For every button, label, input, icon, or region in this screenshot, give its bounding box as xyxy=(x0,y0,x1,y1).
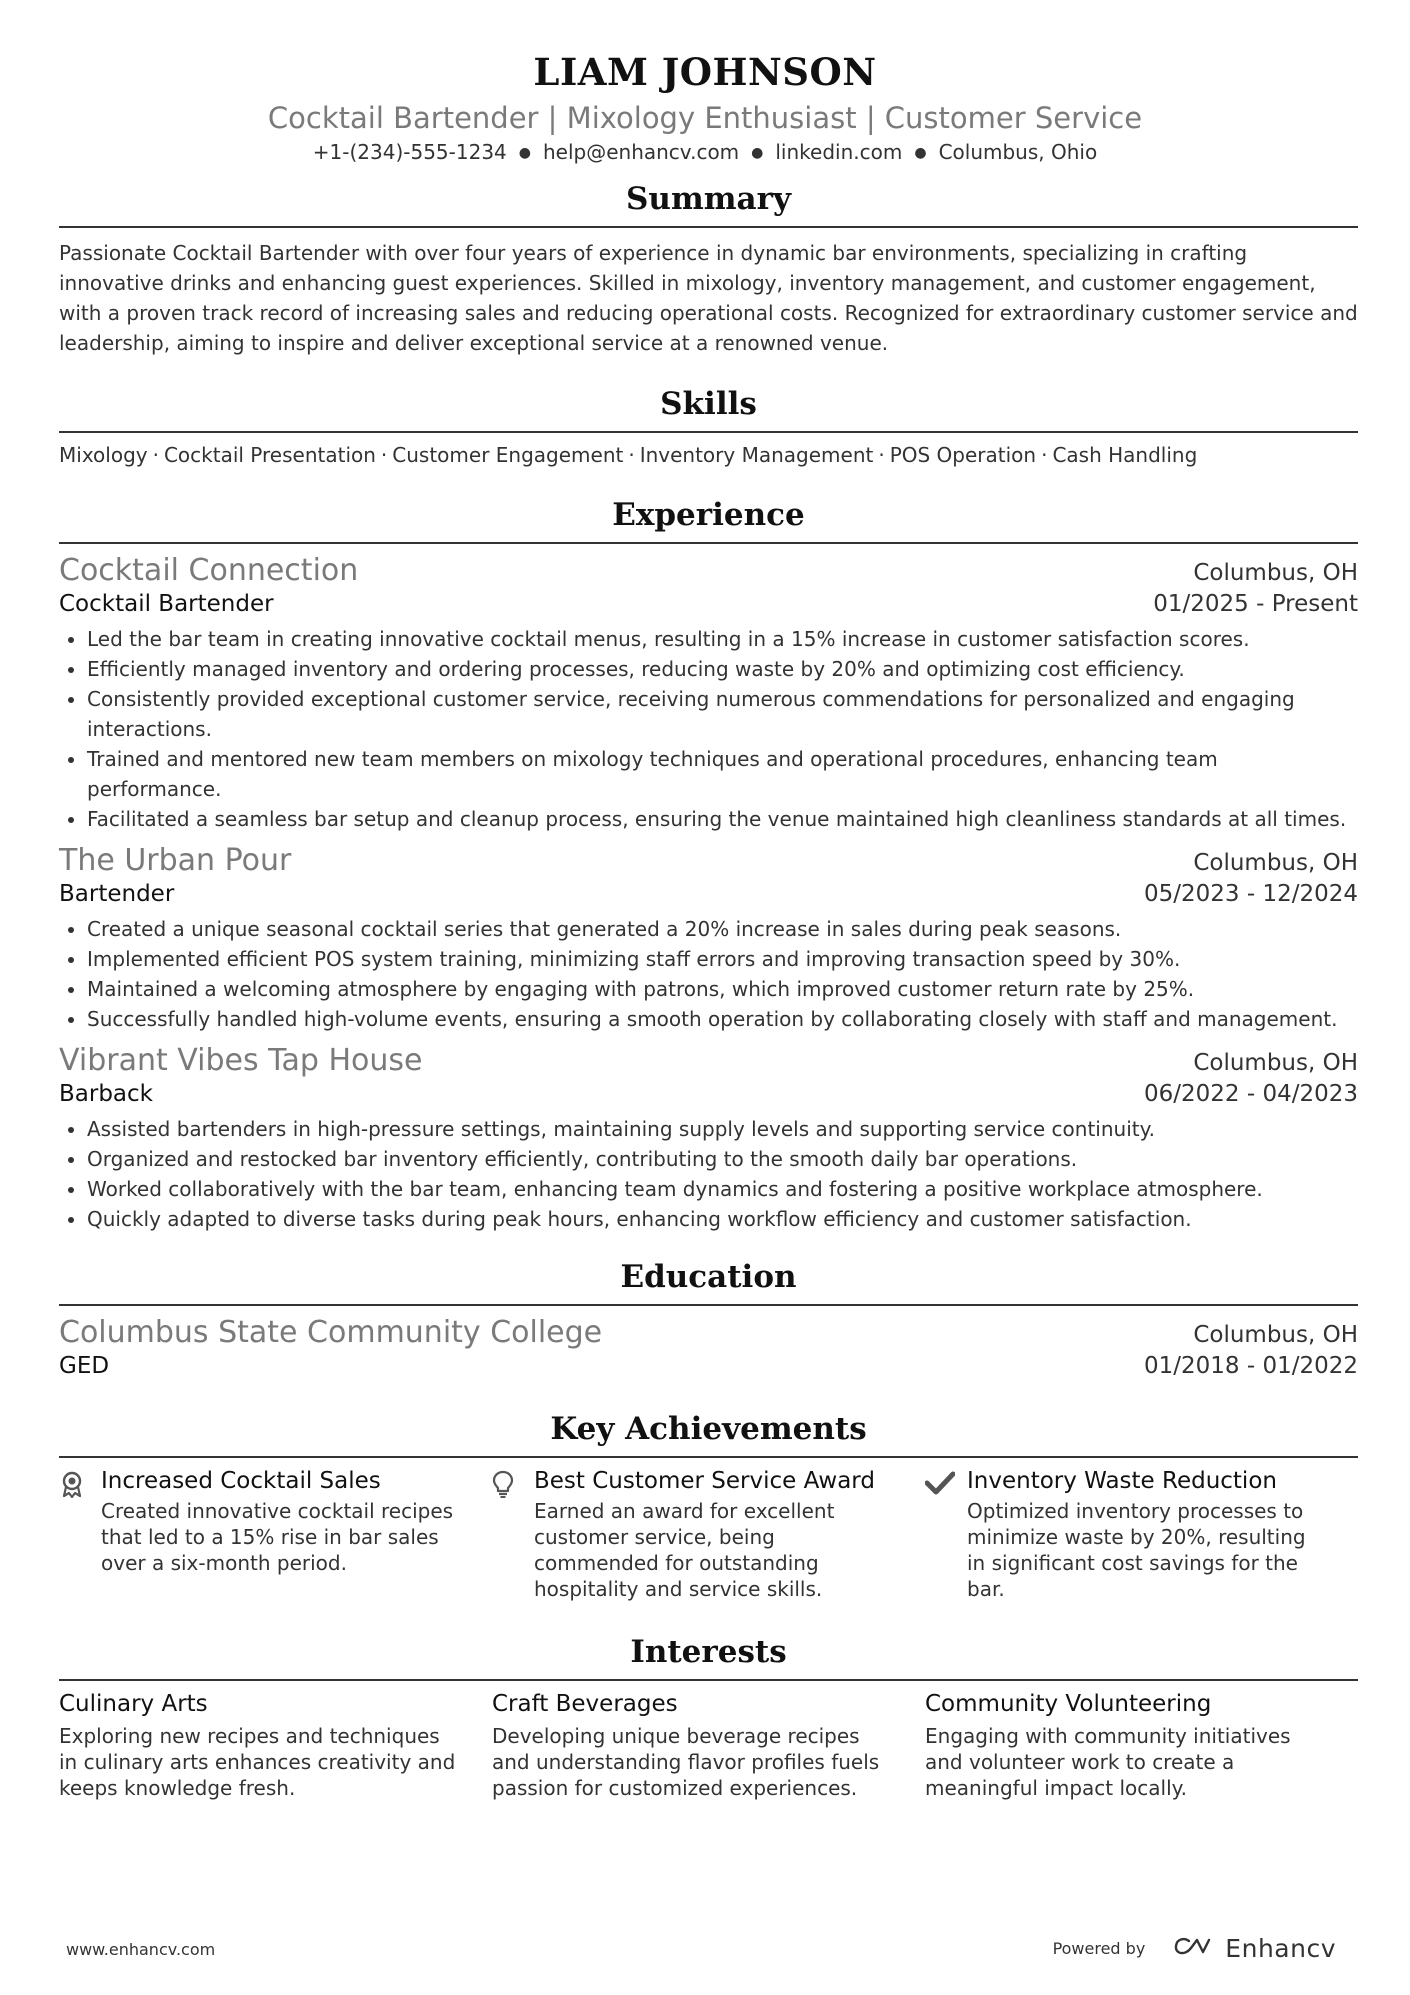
award-icon xyxy=(59,1466,101,1602)
job-location: Columbus, OH xyxy=(1193,1050,1358,1076)
skill-item: Mixology xyxy=(59,443,148,467)
experience-heading: Experience xyxy=(59,496,1358,544)
bullet-separator: ● xyxy=(914,145,927,161)
contact-location: Columbus, Ohio xyxy=(938,140,1098,164)
job-bullet: • Maintained a welcoming atmosphere by engaging with patrons, which improved customer return rate by 25%. xyxy=(87,974,1358,1004)
interest-item xyxy=(59,1689,492,1801)
interest-desc: Developing unique beverage recipes and understanding flavor profiles fuels passion for customized experiences. xyxy=(492,1724,880,1800)
footer-branding xyxy=(1053,1934,1336,1963)
powered-by-label: Powered by xyxy=(1052,1939,1146,1958)
brand-name: Enhancv xyxy=(1225,1934,1336,1963)
job-bullet: • Facilitated a seamless bar setup and cleanup process, ensuring the venue maintained high cleanliness standards at all times. xyxy=(87,804,1358,834)
interests-section xyxy=(59,1633,1358,1801)
achievement-item xyxy=(492,1466,925,1602)
experience-section xyxy=(59,496,1358,1234)
job-bullets xyxy=(59,1114,1358,1234)
skill-item: Cash Handling xyxy=(1052,443,1198,467)
education-section xyxy=(59,1258,1358,1382)
job-bullet: • Led the bar team in creating innovative cocktail menus, resulting in a 15% increase in customer satisfaction scores. xyxy=(87,624,1358,654)
enhancv-logo-icon xyxy=(1173,1936,1217,1962)
job-location: Columbus, OH xyxy=(1193,560,1358,586)
contact-email[interactable]: help@enhancv.com xyxy=(542,140,740,164)
job-bullet: • Organized and restocked bar inventory efficiently, contributing to the smooth daily bar operations. xyxy=(87,1144,1358,1174)
summary-text: Passionate Cocktail Bartender with over four years of experience in dynamic bar environments, specializing in crafting innovative drinks and enhancing guest experiences. Skilled in mixology, inventory management, and customer engagement, with a proven track record of increasing sales and reducing operational costs. Recognized for extraordinary customer service and leadership, aiming to inspire and deliver exceptional service at a renowned venue. xyxy=(59,241,1358,355)
school-name: Columbus State Community College xyxy=(59,1315,603,1350)
job-entry xyxy=(59,552,1358,834)
skill-item: Cocktail Presentation xyxy=(163,443,376,467)
job-bullet: • Consistently provided exceptional customer service, receiving numerous commendations for personalized and engaging interactions. xyxy=(87,684,1358,744)
job-bullet: • Quickly adapted to diverse tasks during peak hours, enhancing workflow efficiency and customer satisfaction. xyxy=(87,1204,1358,1234)
interest-title: Craft Beverages xyxy=(492,1691,678,1717)
resume-header xyxy=(0,0,1410,167)
bullet-separator: ● xyxy=(751,145,764,161)
interests-heading: Interests xyxy=(59,1633,1358,1681)
job-role: Cocktail Bartender xyxy=(59,591,274,617)
achievements-heading: Key Achievements xyxy=(59,1410,1358,1458)
interest-item xyxy=(925,1689,1358,1801)
job-bullet: • Trained and mentored new team members on mixology techniques and operational procedures, enhancing team performance. xyxy=(87,744,1358,804)
bullet-separator: ● xyxy=(518,145,531,161)
job-dates: 05/2023 - 12/2024 xyxy=(1143,881,1358,907)
skill-item: Inventory Management xyxy=(639,443,874,467)
skills-heading: Skills xyxy=(59,385,1358,433)
summary-heading: Summary xyxy=(59,180,1358,228)
job-bullet: • Assisted bartenders in high-pressure settings, maintaining supply levels and supporting service continuity. xyxy=(87,1114,1358,1144)
job-role: Barback xyxy=(59,1081,153,1107)
achievement-title: Inventory Waste Reduction xyxy=(967,1468,1277,1494)
job-bullet: • Created a unique seasonal cocktail series that generated a 20% increase in sales during peak seasons. xyxy=(87,914,1358,944)
lightbulb-icon xyxy=(492,1466,534,1602)
contact-linkedin[interactable]: linkedin.com xyxy=(775,140,903,164)
company-name: Vibrant Vibes Tap House xyxy=(59,1043,423,1078)
achievement-title: Increased Cocktail Sales xyxy=(101,1468,381,1494)
school-location: Columbus, OH xyxy=(1193,1322,1358,1348)
job-entry xyxy=(59,842,1358,1034)
company-name: Cocktail Connection xyxy=(59,553,359,588)
job-bullet: • Implemented efficient POS system training, minimizing staff errors and improving transaction speed by 30%. xyxy=(87,944,1358,974)
job-bullet: • Successfully handled high-volume events, ensuring a smooth operation by collaborating closely with staff and management. xyxy=(87,1004,1358,1034)
summary-section xyxy=(59,180,1358,358)
achievement-desc: Optimized inventory processes to minimize waste by 20%, resulting in significant cost savings for the bar. xyxy=(967,1499,1306,1601)
candidate-title: Cocktail Bartender | Mixology Enthusiast | Customer Service xyxy=(267,101,1143,135)
job-role: Bartender xyxy=(59,881,175,907)
degree: GED xyxy=(59,1353,110,1379)
job-bullet: • Efficiently managed inventory and ordering processes, reducing waste by 20% and optimizing cost efficiency. xyxy=(87,654,1358,684)
achievement-title: Best Customer Service Award xyxy=(534,1468,875,1494)
education-dates: 01/2018 - 01/2022 xyxy=(1143,1353,1358,1379)
job-location: Columbus, OH xyxy=(1193,850,1358,876)
interest-desc: Exploring new recipes and techniques in culinary arts enhances creativity and keeps knowledge fresh. xyxy=(59,1724,456,1800)
interest-title: Community Volunteering xyxy=(925,1691,1212,1717)
job-dates: 06/2022 - 04/2023 xyxy=(1143,1081,1358,1107)
job-dates: 01/2025 - Present xyxy=(1153,591,1358,617)
interest-item xyxy=(492,1689,925,1801)
job-bullets xyxy=(59,914,1358,1034)
skill-item: POS Operation xyxy=(889,443,1037,467)
candidate-name: LIAM JOHNSON xyxy=(533,50,877,94)
achievement-desc: Created innovative cocktail recipes that led to a 15% rise in bar sales over a six-month period. xyxy=(101,1499,454,1575)
checkmark-icon xyxy=(925,1466,967,1602)
job-entry xyxy=(59,1042,1358,1234)
contact-phone[interactable]: +1-(234)-555-1234 xyxy=(312,140,507,164)
interest-desc: Engaging with community initiatives and volunteer work to create a meaningful impact locally. xyxy=(925,1724,1291,1800)
skills-list: Mixology · Cocktail Presentation · Customer Engagement · Inventory Management · POS Operation · Cash Handling xyxy=(59,443,1198,467)
company-name: The Urban Pour xyxy=(59,843,292,878)
job-bullets xyxy=(59,624,1358,834)
achievement-item xyxy=(59,1466,492,1602)
achievements-section xyxy=(59,1410,1358,1602)
education-entry xyxy=(59,1314,1358,1382)
skill-item: Customer Engagement xyxy=(392,443,624,467)
job-bullet: • Worked collaboratively with the bar team, enhancing team dynamics and fostering a positive workplace atmosphere. xyxy=(87,1174,1358,1204)
skills-section xyxy=(59,385,1358,469)
footer-website[interactable]: www.enhancv.com xyxy=(66,1940,216,1959)
contact-line xyxy=(0,138,1410,167)
education-heading: Education xyxy=(59,1258,1358,1306)
achievement-desc: Earned an award for excellent customer service, being commended for outstanding hospitality and service skills. xyxy=(534,1499,835,1601)
achievement-item xyxy=(925,1466,1358,1602)
interest-title: Culinary Arts xyxy=(59,1691,208,1717)
